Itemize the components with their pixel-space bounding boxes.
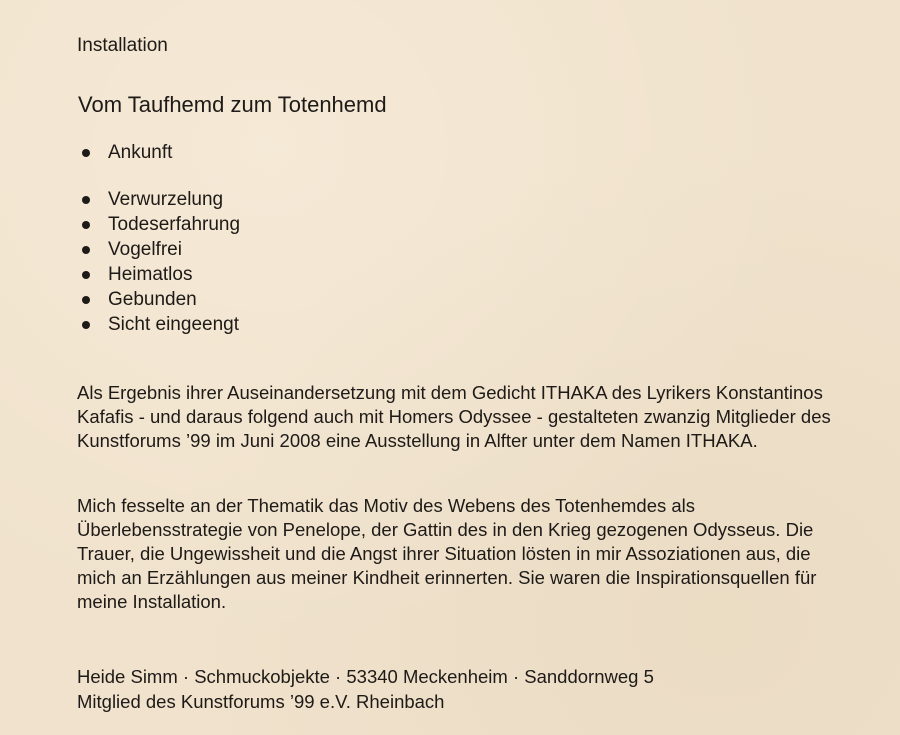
list-item-label: Todeserfahrung [108,214,241,235]
list-item-label: Ankunft [108,142,173,163]
list-item [80,237,480,262]
list-item [80,287,480,312]
list-item [80,212,480,237]
list-item [80,140,480,165]
list-item [80,187,480,212]
document-title: Vom Taufhemd zum Totenhemd [78,92,387,117]
bullet-icon [82,296,90,304]
list-item-label: Heimatlos [108,264,193,285]
bullet-icon [82,321,90,329]
footer-membership: Mitglied des Kunstforums ’99 e.V. Rheinbach [77,691,445,712]
paragraph-ithaka: Als Ergebnis ihrer Auseinandersetzung mit dem Gedicht ITHAKA des Lyrikers Konstantinos Kafafis - und daraus folgend auch mit Homers Odyssee - gestalteten zwanzig Mitglieder des Kunstforums ’99 im Juni 2008 eine Ausstellung in Alfter unter dem Namen ITHAKA. [77,382,831,451]
bullet-icon [82,271,90,279]
bullet-icon [82,246,90,254]
theme-list-second [80,187,480,337]
list-item [80,312,480,337]
list-item [80,262,480,287]
bullet-icon [82,221,90,229]
list-item-label: Gebunden [108,289,197,310]
footer-address: Heide Simm · Schmuckobjekte · 53340 Meckenheim · Sanddornweg 5 [77,666,654,687]
list-item-label: Verwurzelung [108,189,224,210]
list-item-label: Vogelfrei [108,239,182,260]
theme-list-first [80,140,480,165]
bullet-icon [82,149,90,157]
bullet-icon [82,196,90,204]
list-item-label: Sicht eingeengt [108,314,239,335]
document-overline: Installation [77,35,168,56]
paragraph-penelope: Mich fesselte an der Thematik das Motiv des Webens des Totenhemdes als Überlebensstrategie von Penelope, der Gattin des in den Krieg gezogenen Odysseus. Die Trauer, die Ungewissheit und die Angst ihrer Situation lösten in mir Assoziationen aus, die mich an Erzählungen aus meiner Kindheit erinnerten. Sie waren die Inspirationsquellen für meine Installation. [77,495,817,612]
